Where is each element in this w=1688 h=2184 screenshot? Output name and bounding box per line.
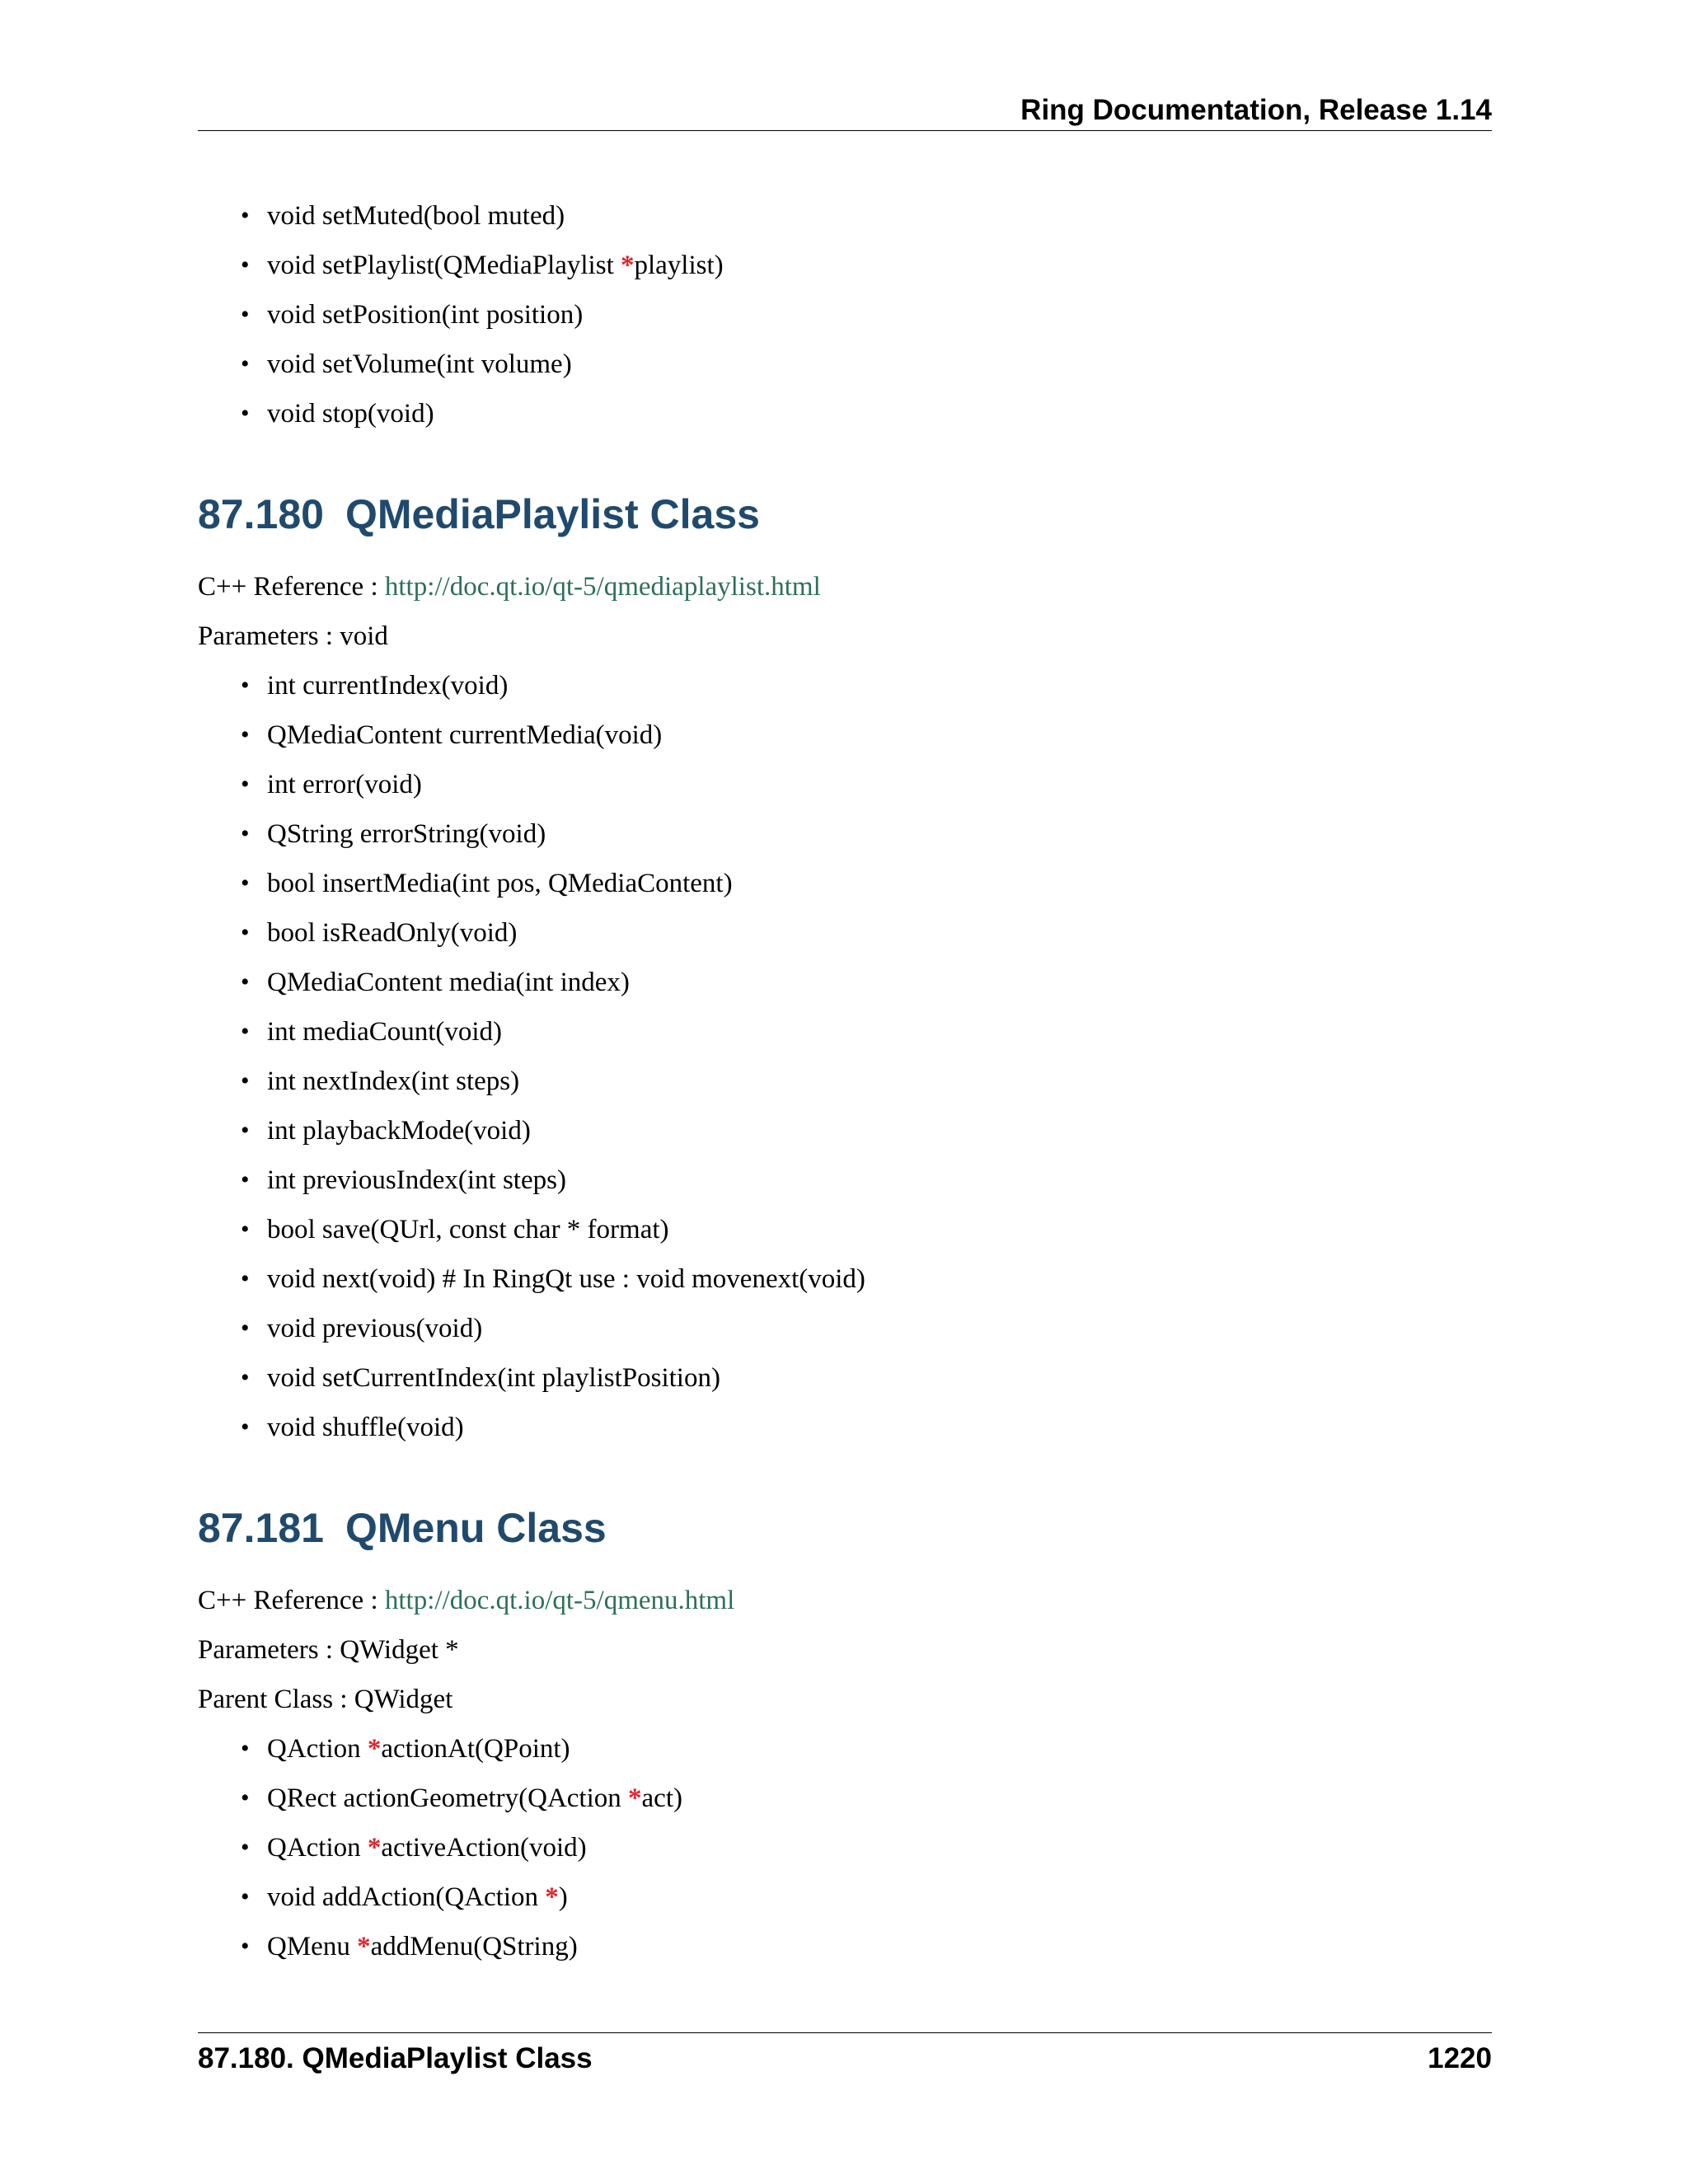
- parent-class-line: Parent Class : QWidget: [198, 1685, 453, 1714]
- list-item: • void setPosition(int position): [198, 290, 1492, 340]
- footer-rule: [198, 2032, 1492, 2033]
- footer-section-title: 87.180. QMediaPlaylist Class: [198, 2042, 593, 2074]
- method-list-qmenu: [198, 1724, 1492, 1971]
- list-item: • void next(void) # In RingQt use : void movenext(void): [198, 1254, 1492, 1304]
- bullet-icon: •: [241, 1315, 250, 1342]
- list-item: • QRect actionGeometry(QAction *act): [198, 1774, 1492, 1823]
- list-item: • void stop(void): [198, 389, 1492, 438]
- bullet-icon: •: [241, 919, 250, 946]
- list-item: • void addAction(QAction *): [198, 1872, 1492, 1922]
- bullet-icon: •: [241, 1413, 250, 1441]
- bullet-icon: •: [241, 1364, 250, 1391]
- bullet-icon: •: [241, 869, 250, 897]
- method-list-qmediaplaylist: [198, 661, 1492, 1452]
- list-item: • QMediaContent currentMedia(void): [198, 710, 1492, 760]
- cpp-reference-link[interactable]: http://doc.qt.io/qt-5/qmenu.html: [384, 1586, 735, 1615]
- running-footer: [198, 2041, 1492, 2077]
- bullet-icon: •: [241, 1018, 250, 1045]
- list-item: • QAction *activeAction(void): [198, 1823, 1492, 1872]
- list-item: • void setVolume(int volume): [198, 340, 1492, 389]
- list-item: • QString errorString(void): [198, 809, 1492, 859]
- bullet-icon: •: [241, 350, 250, 377]
- document-page: [198, 0, 1492, 2184]
- bullet-icon: •: [241, 1216, 250, 1243]
- list-item: • QAction *actionAt(QPoint): [198, 1724, 1492, 1774]
- section-heading-qmediaplaylist: 87.180 QMediaPlaylist Class: [198, 491, 760, 537]
- list-item: • bool insertMedia(int pos, QMediaContent): [198, 859, 1492, 908]
- bullet-icon: •: [241, 400, 250, 427]
- bullet-icon: •: [241, 968, 250, 996]
- pointer-star: *: [620, 251, 635, 280]
- list-item: • QMediaContent media(int index): [198, 958, 1492, 1007]
- cpp-reference-line: C++ Reference : http://doc.qt.io/qt-5/qmediaplaylist.html: [198, 572, 821, 602]
- list-item: • bool save(QUrl, const char * format): [198, 1205, 1492, 1254]
- bullet-icon: •: [241, 1735, 250, 1762]
- bullet-icon: •: [241, 771, 250, 798]
- header-rule: [198, 130, 1492, 131]
- bullet-icon: •: [241, 251, 250, 279]
- cpp-reference-link[interactable]: http://doc.qt.io/qt-5/qmediaplaylist.html: [384, 572, 821, 602]
- pointer-star: *: [357, 1932, 371, 1961]
- bullet-icon: •: [241, 1933, 250, 1960]
- list-item: • QMenu *addMenu(QString): [198, 1922, 1492, 1971]
- page-number: 1220: [1428, 2042, 1492, 2074]
- bullet-icon: •: [241, 1265, 250, 1292]
- cpp-reference-line: C++ Reference : http://doc.qt.io/qt-5/qmenu.html: [198, 1586, 735, 1615]
- list-item: • int mediaCount(void): [198, 1007, 1492, 1057]
- bullet-icon: •: [241, 1883, 250, 1910]
- method-list-continued: [198, 191, 1492, 438]
- list-item: • void setCurrentIndex(int playlistPosition): [198, 1353, 1492, 1403]
- list-item: • void previous(void): [198, 1304, 1492, 1353]
- list-item: • int currentIndex(void): [198, 661, 1492, 710]
- pointer-star: *: [628, 1783, 642, 1813]
- pointer-star: *: [367, 1734, 382, 1764]
- bullet-icon: •: [241, 1166, 250, 1193]
- list-item: • int error(void): [198, 760, 1492, 809]
- list-item: • void setPlaylist(QMediaPlaylist *playlist): [198, 241, 1492, 290]
- running-header: Ring Documentation, Release 1.14: [1020, 94, 1492, 126]
- list-item: • int previousIndex(int steps): [198, 1155, 1492, 1205]
- bullet-icon: •: [241, 721, 250, 748]
- bullet-icon: •: [241, 202, 250, 229]
- section-heading-qmenu: 87.181 QMenu Class: [198, 1505, 607, 1551]
- bullet-icon: •: [241, 1834, 250, 1861]
- bullet-icon: •: [241, 1117, 250, 1144]
- parameters-line: Parameters : void: [198, 621, 388, 651]
- list-item: • void shuffle(void): [198, 1403, 1492, 1452]
- bullet-icon: •: [241, 1067, 250, 1094]
- list-item: • void setMuted(bool muted): [198, 191, 1492, 241]
- parameters-line: Parameters : QWidget *: [198, 1635, 459, 1665]
- page-content: [198, 191, 1492, 1971]
- bullet-icon: •: [241, 672, 250, 699]
- bullet-icon: •: [241, 301, 250, 328]
- pointer-star: *: [367, 1833, 382, 1863]
- pointer-star: *: [545, 1882, 559, 1912]
- list-item: • int playbackMode(void): [198, 1106, 1492, 1155]
- bullet-icon: •: [241, 1784, 250, 1811]
- list-item: • int nextIndex(int steps): [198, 1057, 1492, 1106]
- bullet-icon: •: [241, 820, 250, 847]
- list-item: • bool isReadOnly(void): [198, 908, 1492, 958]
